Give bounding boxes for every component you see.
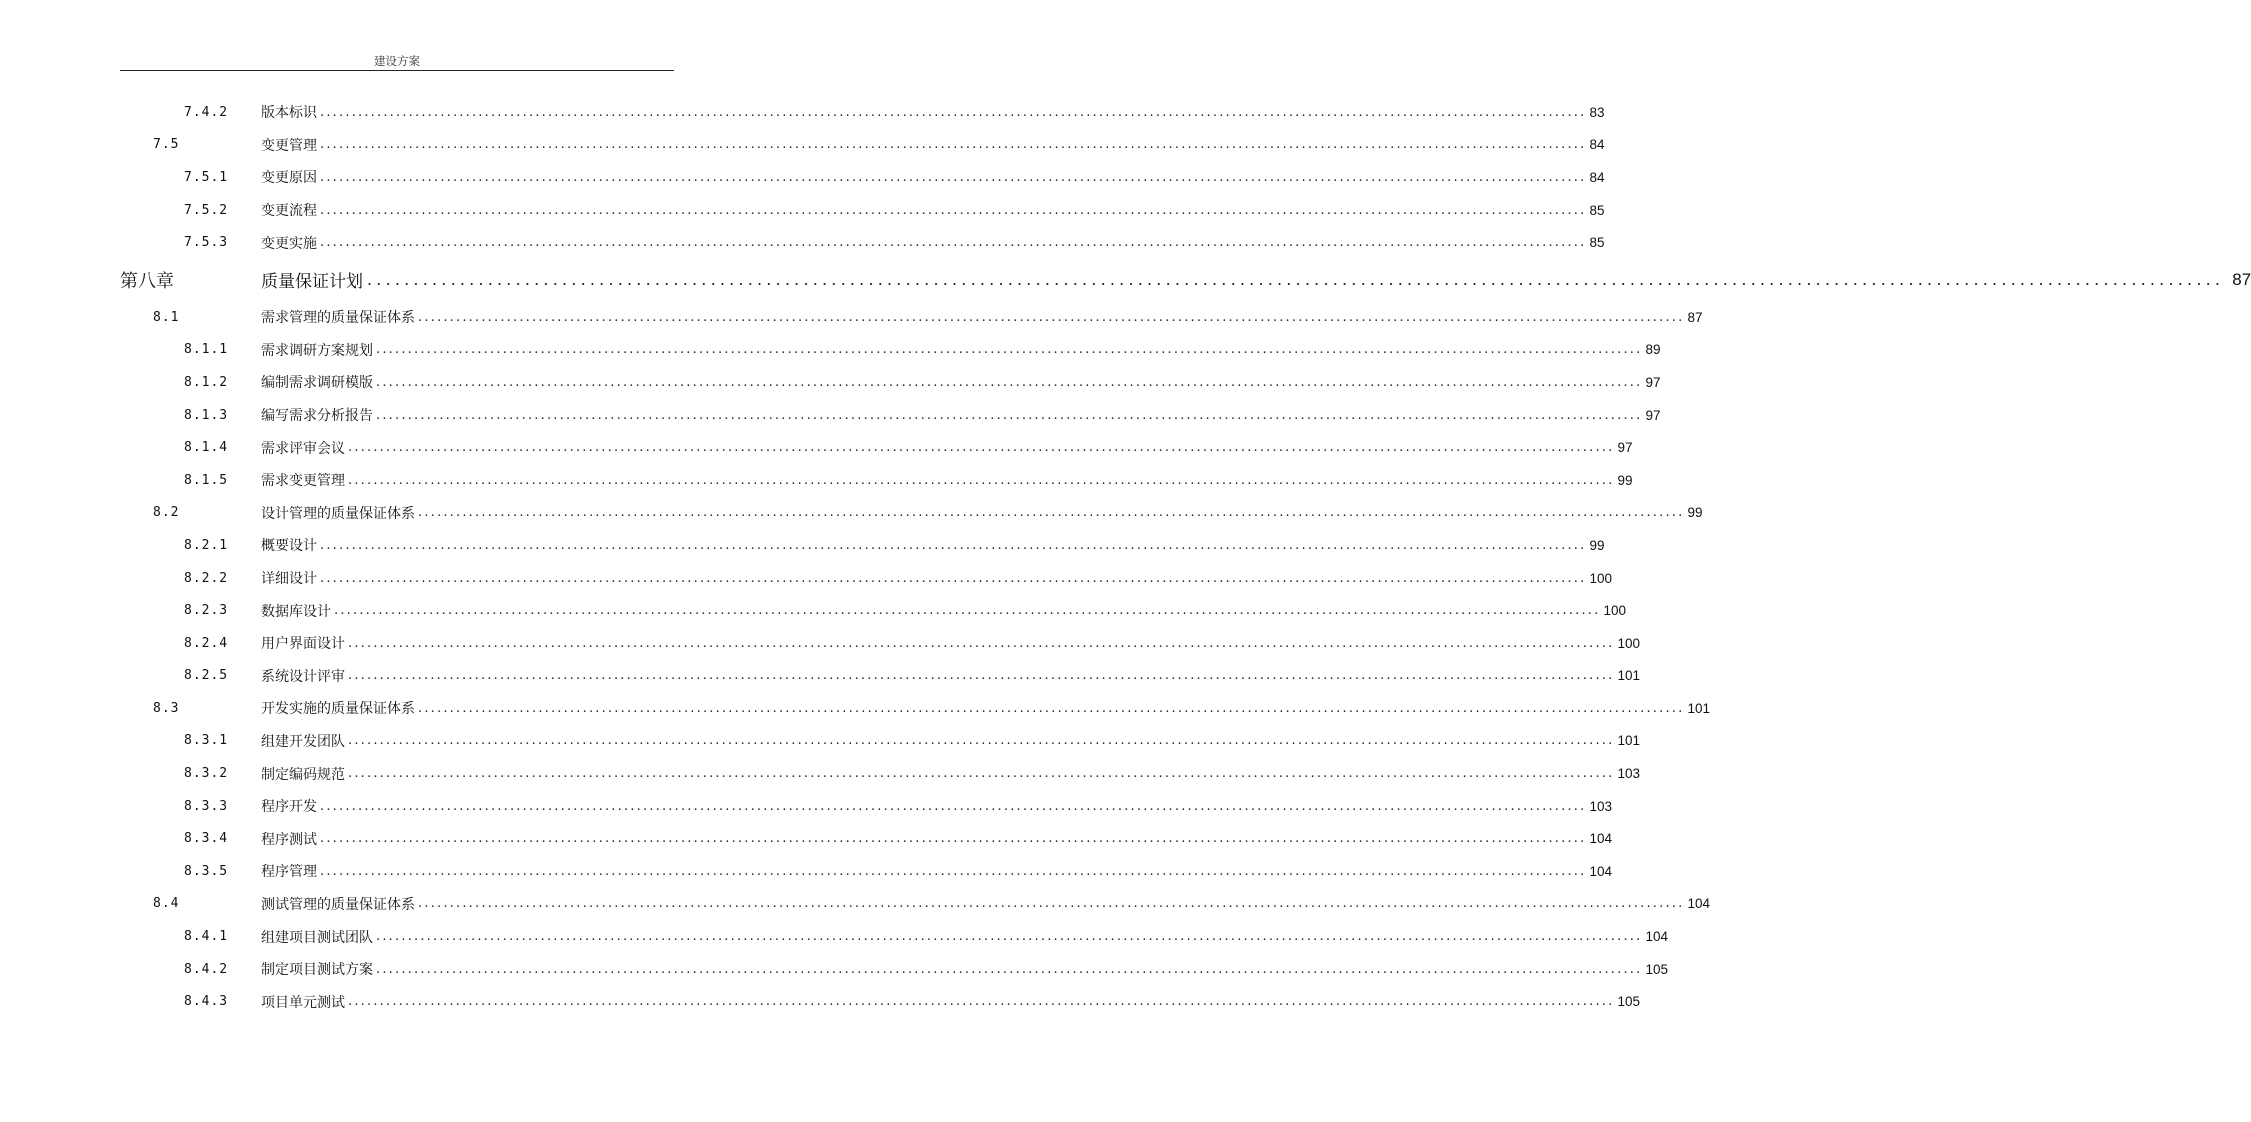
toc-dot-leader: ........................................................................................................................................................................................................ xyxy=(418,700,1685,716)
toc-entry-page-number: 105 xyxy=(1617,994,1640,1010)
toc-dot-leader: ........................................................................................................................................................................................................ xyxy=(348,635,1615,651)
toc-entry[interactable] xyxy=(120,399,1661,432)
toc-entry-page-number: 104 xyxy=(1645,929,1668,945)
toc-entry-number: 8.2.2 xyxy=(184,570,229,586)
toc-entry-number: 8.3.5 xyxy=(184,863,229,879)
toc-entry-title: 测试管理的质量保证体系 xyxy=(261,896,415,913)
toc-entry-title: 变更实施 xyxy=(261,235,317,252)
toc-entry[interactable] xyxy=(120,660,1640,693)
toc-entry[interactable] xyxy=(120,194,1605,227)
toc-entry-number: 8.4 xyxy=(153,896,180,912)
toc-entry[interactable] xyxy=(120,790,1612,823)
toc-entry-number: 8.2.4 xyxy=(184,635,229,651)
toc-dot-leader: ........................................................................................................................................................................................................ xyxy=(418,505,1685,521)
toc-entry-number: 8.2.5 xyxy=(184,668,229,684)
running-header: 建设方案 xyxy=(374,54,420,68)
toc-entry-title: 变更管理 xyxy=(261,137,317,154)
toc-entry-number: 第八章 xyxy=(120,270,174,292)
toc-entry-number: 7.5 xyxy=(153,137,180,153)
toc-entry-page-number: 101 xyxy=(1617,668,1640,684)
toc-entry-page-number: 104 xyxy=(1589,863,1612,879)
toc-entry-title: 版本标识 xyxy=(261,105,317,122)
toc-entry-number: 8.2 xyxy=(153,505,180,521)
toc-entry-number: 7.4.2 xyxy=(184,104,229,120)
header-rule xyxy=(120,70,674,71)
toc-entry[interactable] xyxy=(120,161,1605,194)
toc-entry-page-number: 105 xyxy=(1645,961,1668,977)
toc-entry-page-number: 100 xyxy=(1617,635,1640,651)
toc-entry-number: 8.2.3 xyxy=(184,603,229,619)
toc-entry[interactable] xyxy=(120,953,1668,986)
toc-entry-number: 8.4.1 xyxy=(184,929,229,945)
toc-dot-leader: ........................................................................................................................................................................................................ xyxy=(418,309,1685,325)
toc-entry-number: 8.3.4 xyxy=(184,831,229,847)
toc-entry-page-number: 84 xyxy=(1589,137,1605,153)
toc-entry-number: 7.5.2 xyxy=(184,202,229,218)
toc-entry-number: 8.3.1 xyxy=(184,733,229,749)
toc-entry[interactable] xyxy=(120,464,1633,497)
toc-entry-page-number: 97 xyxy=(1617,440,1633,456)
toc-entry-title: 程序管理 xyxy=(261,864,317,881)
toc-entry-page-number: 87 xyxy=(2232,269,2251,289)
toc-entry-number: 8.4.3 xyxy=(184,994,229,1010)
toc-dot-leader: ........................................................................................................................................................................................................ xyxy=(376,929,1643,945)
toc-entry-page-number: 83 xyxy=(1589,104,1605,120)
toc-dot-leader: ........................................................................................................................................................................................................ xyxy=(320,537,1587,553)
toc-dot-leader: ........................................................................................................................................................................................................ xyxy=(348,733,1615,749)
toc-dot-leader: ........................................................................................................................................................................................................ xyxy=(348,994,1615,1010)
table-of-contents xyxy=(120,96,2251,1018)
toc-entry[interactable] xyxy=(120,920,1668,953)
toc-entry-title: 编写需求分析报告 xyxy=(261,408,373,425)
toc-dot-leader: ........................................................................................................................................................................................................ xyxy=(348,766,1615,782)
toc-entry-page-number: 85 xyxy=(1589,202,1605,218)
toc-dot-leader: ........................................................................................................................................................................................................ xyxy=(320,570,1587,586)
toc-entry-title: 需求调研方案规划 xyxy=(261,342,373,359)
toc-entry-title: 程序测试 xyxy=(261,831,317,848)
toc-entry-title: 用户界面设计 xyxy=(261,636,345,653)
toc-dot-leader: ........................................................................................................................................................................................................ xyxy=(320,137,1587,153)
toc-dot-leader: ........................................................................................................................................................................................................ xyxy=(418,896,1685,912)
toc-entry[interactable] xyxy=(120,497,1703,530)
toc-entry-number: 8.2.1 xyxy=(184,537,229,553)
toc-entry-title: 概要设计 xyxy=(261,538,317,555)
toc-entry-title: 详细设计 xyxy=(261,571,317,588)
toc-entry-page-number: 100 xyxy=(1603,603,1626,619)
toc-dot-leader: ........................................................................................................................................................................................................ xyxy=(376,374,1643,390)
toc-entry-number: 8.1.2 xyxy=(184,374,229,390)
toc-entry-title: 制定编码规范 xyxy=(261,766,345,783)
toc-entry-number: 8.3.2 xyxy=(184,766,229,782)
toc-dot-leader: ........................................................................................................................................................................................................ xyxy=(320,202,1587,218)
toc-entry-title: 质量保证计划 xyxy=(261,272,363,293)
toc-entry[interactable] xyxy=(120,725,1640,758)
toc-dot-leader: ........................................................................................................................................................................................................ xyxy=(348,472,1615,488)
toc-entry-number: 7.5.1 xyxy=(184,169,229,185)
toc-entry-page-number: 104 xyxy=(1687,896,1710,912)
toc-dot-leader: ........................................................................................................................................................................................................ xyxy=(376,342,1643,358)
toc-dot-leader: ........................................................................................................................................................................................................ xyxy=(348,668,1615,684)
toc-entry-number: 8.1.4 xyxy=(184,440,229,456)
toc-chapter-entry[interactable] xyxy=(120,259,2251,301)
toc-dot-leader: ........................................................................................................................................................................................................ xyxy=(367,270,2225,290)
toc-entry-number: 8.1 xyxy=(153,309,180,325)
toc-dot-leader: ........................................................................................................................................................................................................ xyxy=(376,961,1643,977)
toc-dot-leader: ........................................................................................................................................................................................................ xyxy=(320,798,1587,814)
toc-entry-number: 8.4.2 xyxy=(184,961,229,977)
toc-entry-title: 系统设计评审 xyxy=(261,668,345,685)
toc-entry-title: 项目单元测试 xyxy=(261,994,345,1011)
toc-entry-title: 程序开发 xyxy=(261,799,317,816)
toc-entry-title: 需求变更管理 xyxy=(261,473,345,490)
toc-entry[interactable] xyxy=(120,888,1710,921)
toc-entry-title: 设计管理的质量保证体系 xyxy=(261,505,415,522)
toc-entry-number: 8.1.3 xyxy=(184,407,229,423)
toc-entry[interactable] xyxy=(120,301,1703,334)
toc-dot-leader: ........................................................................................................................................................................................................ xyxy=(320,235,1587,251)
toc-entry-page-number: 104 xyxy=(1589,831,1612,847)
toc-entry-title: 需求评审会议 xyxy=(261,440,345,457)
toc-entry-page-number: 101 xyxy=(1687,700,1710,716)
toc-entry[interactable] xyxy=(120,594,1626,627)
toc-entry-page-number: 84 xyxy=(1589,169,1605,185)
toc-entry[interactable] xyxy=(120,96,1605,129)
toc-entry[interactable] xyxy=(120,627,1640,660)
toc-entry-title: 变更流程 xyxy=(261,203,317,220)
toc-dot-leader: ........................................................................................................................................................................................................ xyxy=(320,104,1587,120)
toc-entry-page-number: 99 xyxy=(1687,505,1703,521)
toc-entry-page-number: 97 xyxy=(1645,374,1661,390)
toc-entry-number: 8.3 xyxy=(153,700,180,716)
toc-entry-number: 8.1.5 xyxy=(184,472,229,488)
toc-entry-title: 开发实施的质量保证体系 xyxy=(261,701,415,718)
toc-entry[interactable] xyxy=(120,562,1612,595)
toc-entry[interactable] xyxy=(120,822,1612,855)
toc-entry[interactable] xyxy=(120,129,1605,162)
toc-dot-leader: ........................................................................................................................................................................................................ xyxy=(320,863,1587,879)
toc-entry-title: 组建项目测试团队 xyxy=(261,929,373,946)
toc-dot-leader: ........................................................................................................................................................................................................ xyxy=(376,407,1643,423)
toc-entry-page-number: 103 xyxy=(1589,798,1612,814)
toc-dot-leader: ........................................................................................................................................................................................................ xyxy=(348,440,1615,456)
toc-entry-title: 数据库设计 xyxy=(261,603,331,620)
toc-entry-page-number: 99 xyxy=(1589,537,1605,553)
toc-entry-page-number: 97 xyxy=(1645,407,1661,423)
toc-dot-leader: ........................................................................................................................................................................................................ xyxy=(320,169,1587,185)
toc-entry-page-number: 87 xyxy=(1687,309,1703,325)
toc-entry[interactable] xyxy=(120,529,1605,562)
toc-entry-page-number: 85 xyxy=(1589,235,1605,251)
toc-entry[interactable] xyxy=(120,757,1640,790)
toc-entry-title: 组建开发团队 xyxy=(261,733,345,750)
toc-entry[interactable] xyxy=(120,431,1633,464)
toc-entry[interactable] xyxy=(120,334,1661,367)
toc-entry[interactable] xyxy=(120,855,1612,888)
toc-dot-leader: ........................................................................................................................................................................................................ xyxy=(334,603,1601,619)
toc-entry[interactable] xyxy=(120,226,1605,259)
toc-entry-page-number: 89 xyxy=(1645,342,1661,358)
toc-entry-number: 7.5.3 xyxy=(184,235,229,251)
toc-entry-page-number: 103 xyxy=(1617,766,1640,782)
toc-entry-page-number: 100 xyxy=(1589,570,1612,586)
toc-entry-title: 编制需求调研模版 xyxy=(261,375,373,392)
toc-entry-number: 8.1.1 xyxy=(184,342,229,358)
toc-entry[interactable] xyxy=(120,985,1640,1018)
toc-dot-leader: ........................................................................................................................................................................................................ xyxy=(320,831,1587,847)
toc-entry-title: 变更原因 xyxy=(261,170,317,187)
toc-entry-page-number: 101 xyxy=(1617,733,1640,749)
toc-entry-number: 8.3.3 xyxy=(184,798,229,814)
toc-entry-title: 需求管理的质量保证体系 xyxy=(261,310,415,327)
toc-entry-title: 制定项目测试方案 xyxy=(261,962,373,979)
toc-entry-page-number: 99 xyxy=(1617,472,1633,488)
toc-entry[interactable] xyxy=(120,692,1710,725)
toc-entry[interactable] xyxy=(120,366,1661,399)
